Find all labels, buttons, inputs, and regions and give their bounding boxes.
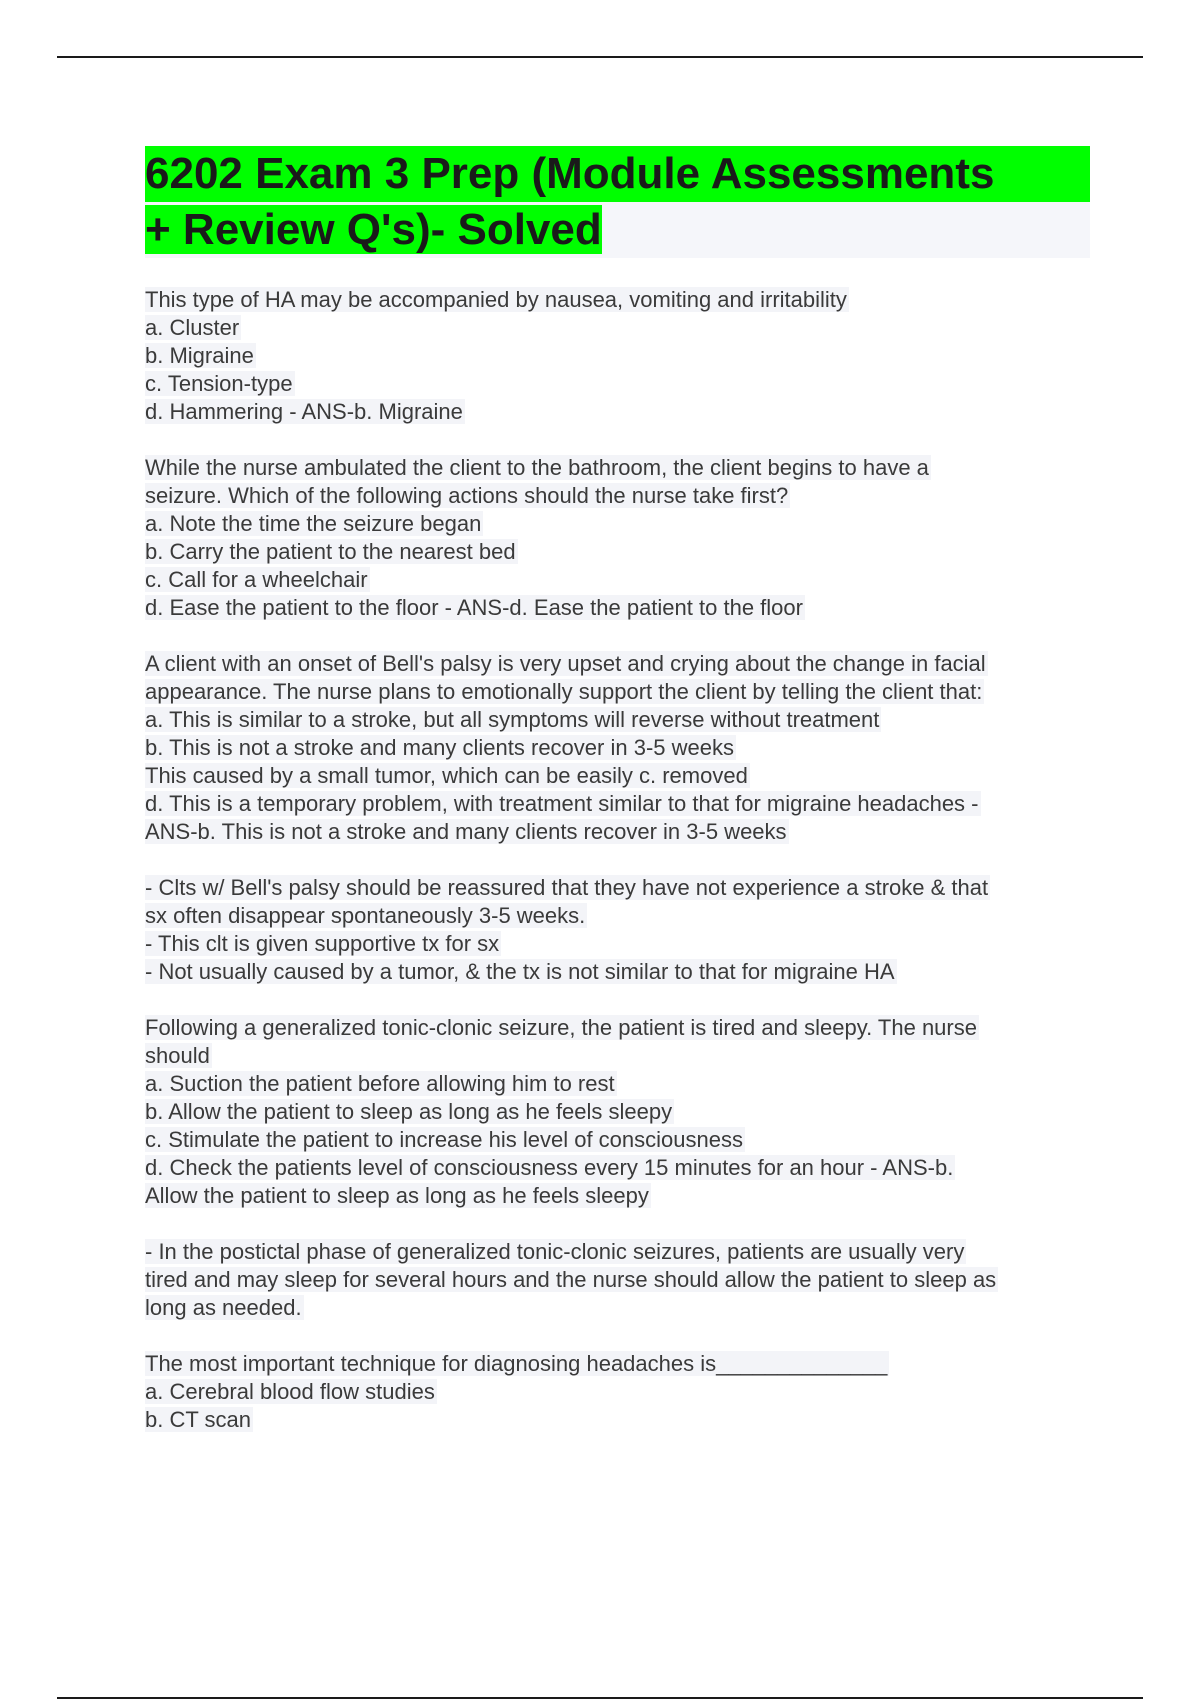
text-line xyxy=(145,874,1090,902)
text-line xyxy=(145,286,1090,314)
text-line xyxy=(145,370,1090,398)
text-line xyxy=(145,1014,1090,1042)
text-line xyxy=(145,958,1090,986)
text-line-content: seizure. Which of the following actions should the nurse take first? xyxy=(145,483,789,508)
text-line-content: d. Ease the patient to the floor - ANS-d. Ease the patient to the floor xyxy=(145,595,803,620)
top-divider xyxy=(57,56,1143,58)
title-line-1: 6202 Exam 3 Prep (Module Assessments xyxy=(145,146,1090,202)
text-line-content: c. Call for a wheelchair xyxy=(145,567,368,592)
bottom-divider xyxy=(57,1697,1143,1699)
question-block xyxy=(145,286,1090,426)
text-line-content: ANS-b. This is not a stroke and many clients recover in 3-5 weeks xyxy=(145,819,787,844)
text-line xyxy=(145,594,1090,622)
text-line-content: a. Suction the patient before allowing him to rest xyxy=(145,1071,615,1096)
text-line xyxy=(145,930,1090,958)
question-block xyxy=(145,874,1090,986)
text-line xyxy=(145,1126,1090,1154)
question-block xyxy=(145,1238,1090,1322)
text-line xyxy=(145,510,1090,538)
text-line xyxy=(145,734,1090,762)
text-line-content: a. This is similar to a stroke, but all symptoms will reverse without treatment xyxy=(145,707,880,732)
text-line-content: Allow the patient to sleep as long as he feels sleepy xyxy=(145,1183,649,1208)
text-line-content: The most important technique for diagnosing headaches is______________ xyxy=(145,1351,888,1376)
text-line-content: c. Tension-type xyxy=(145,371,293,396)
text-line xyxy=(145,454,1090,482)
text-line-content: b. Allow the patient to sleep as long as he feels sleepy xyxy=(145,1099,673,1124)
text-line-content: long as needed. xyxy=(145,1295,302,1320)
text-line xyxy=(145,1070,1090,1098)
text-line-content: tired and may sleep for several hours and the nurse should allow the patient to sleep as xyxy=(145,1267,997,1292)
text-line xyxy=(145,1238,1090,1266)
text-line xyxy=(145,482,1090,510)
text-line-content: - Not usually caused by a tumor, & the tx is not similar to that for migraine HA xyxy=(145,959,895,984)
text-line-content: b. Migraine xyxy=(145,343,254,368)
question-block xyxy=(145,1350,1090,1434)
text-line xyxy=(145,1266,1090,1294)
text-line-content: a. Cerebral blood flow studies xyxy=(145,1379,435,1404)
text-line xyxy=(145,1154,1090,1182)
text-line-content: b. This is not a stroke and many clients recover in 3-5 weeks xyxy=(145,735,734,760)
text-line-content: a. Cluster xyxy=(145,315,240,340)
text-line-content: d. This is a temporary problem, with treatment similar to that for migraine headaches - xyxy=(145,791,979,816)
question-block xyxy=(145,1014,1090,1210)
text-line xyxy=(145,1042,1090,1070)
text-line xyxy=(145,566,1090,594)
text-line xyxy=(145,1350,1090,1378)
text-line-content: - Clts w/ Bell's palsy should be reassured that they have not experience a stroke & that xyxy=(145,875,989,900)
text-line-content: This type of HA may be accompanied by nausea, vomiting and irritability xyxy=(145,287,847,312)
text-line xyxy=(145,650,1090,678)
text-line-content: sx often disappear spontaneously 3-5 weeks. xyxy=(145,903,586,928)
text-line-content: A client with an onset of Bell's palsy is very upset and crying about the change in facial xyxy=(145,651,986,676)
question-block xyxy=(145,650,1090,846)
text-line xyxy=(145,678,1090,706)
text-line xyxy=(145,1378,1090,1406)
text-line xyxy=(145,818,1090,846)
text-line xyxy=(145,342,1090,370)
text-line-content: Following a generalized tonic-clonic seizure, the patient is tired and sleepy. The nurse xyxy=(145,1015,977,1040)
text-line-content: d. Hammering - ANS-b. Migraine xyxy=(145,399,463,424)
text-line-content: b. CT scan xyxy=(145,1407,251,1432)
text-line-content: - This clt is given supportive tx for sx xyxy=(145,931,500,956)
text-line-content: This caused by a small tumor, which can be easily c. removed xyxy=(145,763,748,788)
text-line-content: should xyxy=(145,1043,210,1068)
document-body xyxy=(145,146,1090,1434)
text-line xyxy=(145,1294,1090,1322)
text-line-content: b. Carry the patient to the nearest bed xyxy=(145,539,516,564)
text-line-content: appearance. The nurse plans to emotionally support the client by telling the client that: xyxy=(145,679,983,704)
text-line-content: a. Note the time the seizure began xyxy=(145,511,482,536)
text-line xyxy=(145,314,1090,342)
text-line xyxy=(145,538,1090,566)
question-list xyxy=(145,286,1090,1434)
question-block xyxy=(145,454,1090,622)
text-line xyxy=(145,706,1090,734)
title-line-2: + Review Q's)- Solved xyxy=(145,205,602,254)
text-line-content: While the nurse ambulated the client to the bathroom, the client begins to have a xyxy=(145,455,929,480)
text-line xyxy=(145,1406,1090,1434)
text-line-content: - In the postictal phase of generalized tonic-clonic seizures, patients are usually very xyxy=(145,1239,965,1264)
text-line xyxy=(145,790,1090,818)
text-line-content: c. Stimulate the patient to increase his level of consciousness xyxy=(145,1127,743,1152)
text-line xyxy=(145,762,1090,790)
text-line xyxy=(145,1098,1090,1126)
text-line xyxy=(145,1182,1090,1210)
text-line xyxy=(145,902,1090,930)
text-line xyxy=(145,398,1090,426)
document-title xyxy=(145,146,1090,258)
text-line-content: d. Check the patients level of consciousness every 15 minutes for an hour - ANS-b. xyxy=(145,1155,954,1180)
